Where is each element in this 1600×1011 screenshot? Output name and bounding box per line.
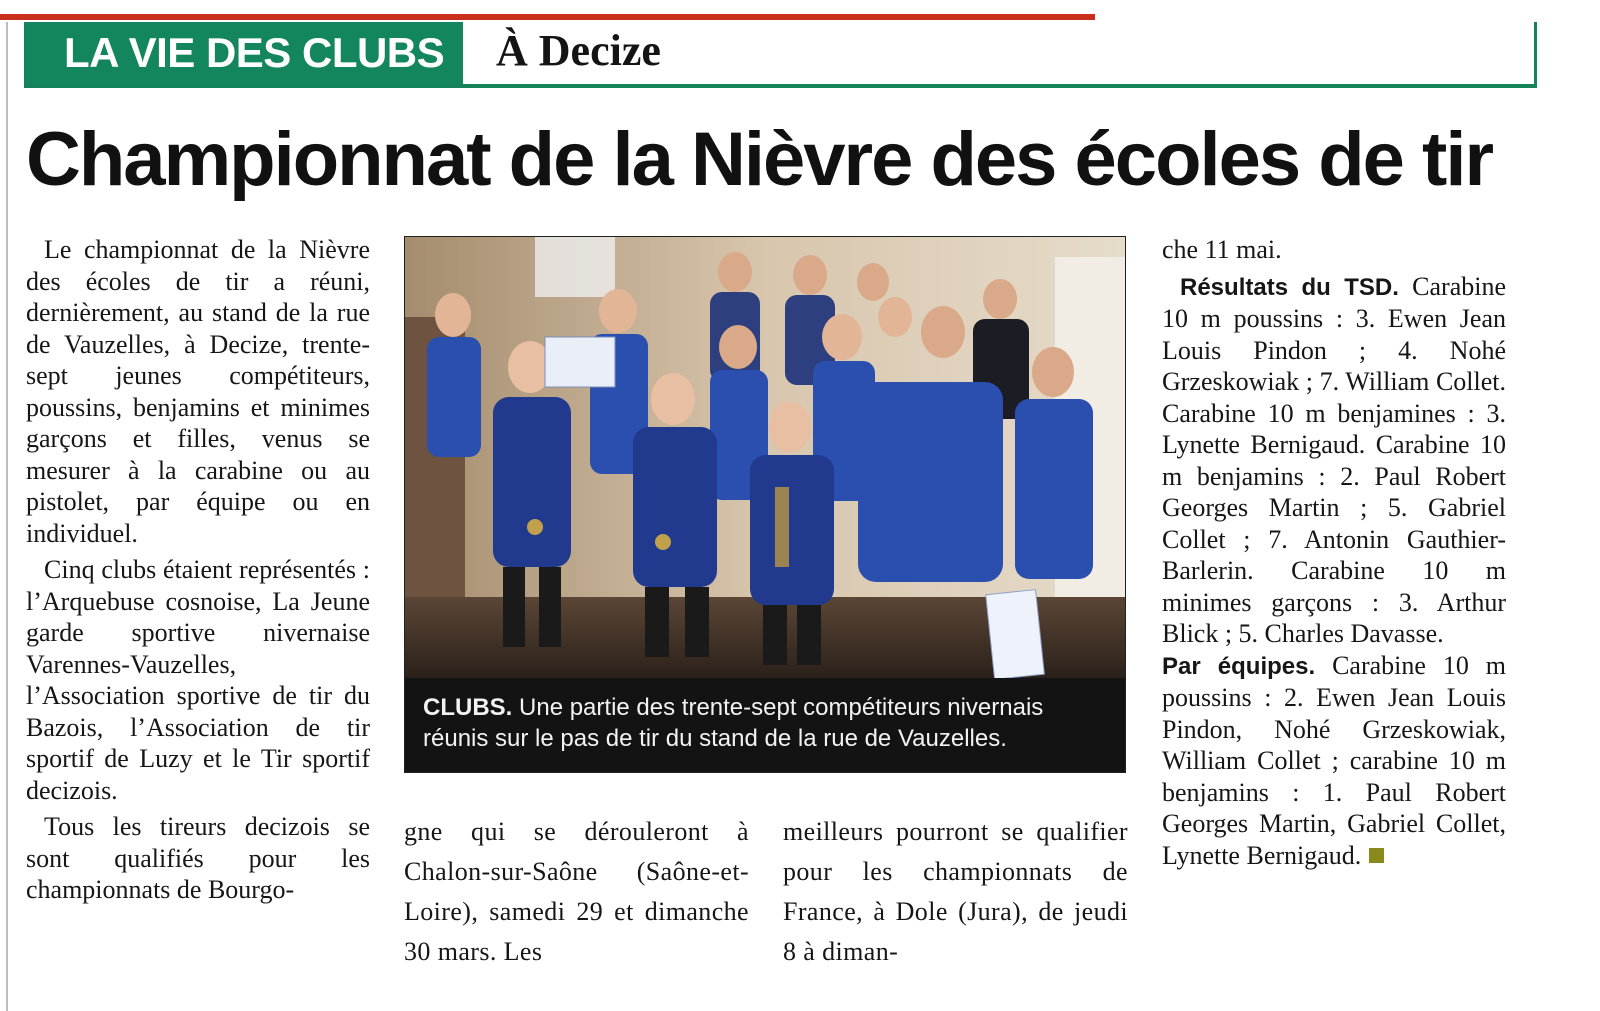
article-title: Championnat de la Nièvre des écoles de tir — [26, 117, 1493, 202]
paragraph: gne qui se dérouleront à Chalon-sur-Saône (Saône-et-Loire), samedi 29 et dimanche 30 mars. Les — [404, 817, 749, 966]
text-column-1 — [26, 234, 370, 911]
photo-caption — [405, 678, 1125, 772]
team-photo-illustration — [405, 237, 1126, 678]
text-column-3 — [783, 812, 1128, 972]
teams-text: Carabine 10 m poussins : 2. Ewen Jean Louis Pindon, Nohé Grzeskowiak, William Collet ; carabine 10 m benjamins : 1. Paul Robert Georges Martin, Gabriel Collet, Lynette Bernigaud. — [1162, 650, 1506, 870]
paragraph: Le championnat de la Nièvre des écoles de tir a réuni, dernièrement, au stand de la rue de Vauzelles, à Decize, trente-sept jeunes compétiteurs, poussins, benjamins et minimes garçons et filles, venus se mesurer à la carabine ou au pistolet, par équipe ou en individuel. — [26, 235, 370, 548]
caption-lead: CLUBS. — [423, 694, 513, 721]
teams-lead: Par équipes. — [1162, 652, 1316, 680]
rubric-label: LA VIE DES CLUBS — [26, 22, 463, 84]
paragraph: Tous les tireurs decizois se sont qualifiés pour les championnats de Bourgo- — [26, 812, 370, 904]
end-of-article-icon — [1369, 848, 1384, 863]
caption-text: Une partie des trente-sept compétiteurs nivernais réunis sur le pas de tir du stand de la rue de Vauzelles. — [423, 694, 1044, 752]
left-column-rule — [6, 22, 8, 1011]
location-label: À Decize — [496, 26, 661, 75]
results-lead: Résultats du TSD. — [1180, 273, 1399, 301]
results-paragraph — [1162, 271, 1506, 872]
results-text: Carabine 10 m poussins : 3. Ewen Jean Louis Pindon ; 4. Nohé Grzeskowiak ; 7. William Collet. Carabine 10 m benjamines : 3. Lynette Bernigaud. Carabine 10 m benjamins : 2. Paul Robert Georges Martin ; 5. Gabriel Collet ; 7. Antonin Gauthier-Barlerin. Carabine 10 m minimes garçons : 3. Arthur Blick ; 5. Charles Davasse. — [1162, 271, 1506, 648]
paragraph: meilleurs pourront se qualifier pour les championnats de France, à Dole (Jura), de jeudi 8 à diman- — [783, 817, 1128, 966]
paragraph: Cinq clubs étaient représentés : l’Arquebuse cosnoise, La Jeune garde sportive nivernaise Varennes-Vauzelles, l’Association sportive de tir du Bazois, l’Association de tir sportif de Luzy et le Tir sportif decizois. — [26, 555, 370, 805]
paragraph: che 11 mai. — [1162, 235, 1282, 264]
top-accent-line — [0, 14, 1095, 20]
section-header — [24, 22, 1537, 88]
text-column-4 — [1162, 234, 1506, 876]
text-column-2 — [404, 812, 749, 972]
article-photo — [404, 236, 1126, 773]
